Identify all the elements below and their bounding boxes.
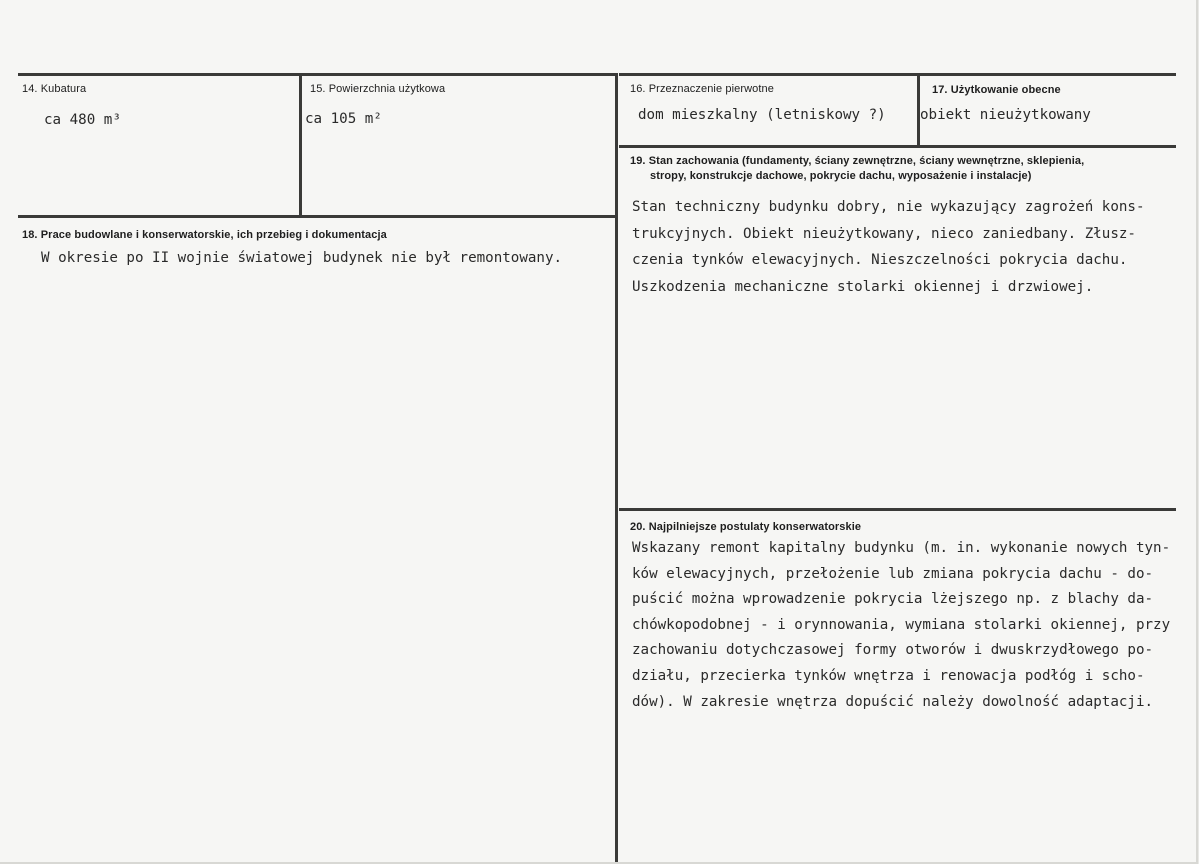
rule-18 [18, 215, 615, 218]
field-20-line: działu, przecierka tynków wnętrza i renowacja podłóg i scho- [632, 667, 1145, 684]
field-20-line: puścić można wprowadzenie pokrycia lżejszego np. z blachy da- [632, 591, 1154, 608]
top-rule-right [619, 73, 1176, 76]
field-14-label: 14. Kubatura [22, 83, 87, 95]
field-20-line: ków elewacyjnych, przełożenie lub zmiana pokrycia dachu - do- [632, 565, 1154, 582]
field-19-line: czenia tynków elewacyjnych. Nieszczelności pokrycia dachu. [632, 252, 1128, 268]
field-18-label: 18. Prace budowlane i konserwatorskie, ich przebieg i dokumentacja [22, 229, 387, 241]
field-20-line: dów). W zakresie wnętrza dopuścić należy dowolność adaptacji. [632, 693, 1154, 710]
field-17-label: 17. Użytkowanie obecne [932, 84, 1061, 96]
field-15-label: 15. Powierzchnia użytkowa [310, 83, 446, 95]
field-20-line: Wskazany remont kapitalny budynku (m. in. wykonanie nowych tyn- [632, 540, 1171, 556]
rule-19 [619, 145, 1176, 148]
field-20-label: 20. Najpilniejsze postulaty konserwatorskie [630, 521, 862, 533]
field-19-line: Stan techniczny budynku dobry, nie wykazujący zagrożeń kons- [632, 199, 1145, 215]
field-17-value: obiekt nieużytkowany [920, 107, 1091, 123]
field-14-value: ca 480 m³ [44, 112, 121, 128]
field-19-line: trukcyjnych. Obiekt nieużytkowany, nieco zaniedbany. Złusz- [632, 225, 1136, 242]
rule-20 [619, 508, 1176, 511]
field-16-value: dom mieszkalny (letniskowy ?) [638, 107, 886, 123]
divider-main [615, 73, 618, 862]
field-19-line: Uszkodzenia mechaniczne stolarki okiennej i drzwiowej. [632, 278, 1094, 295]
field-20-line: chówkopodobnej - i orynnowania, wymiana stolarki okiennej, przy [632, 616, 1171, 633]
field-15-value: ca 105 m² [305, 111, 382, 127]
field-18-value: W okresie po II wojnie światowej budynek nie był remontowany. [41, 250, 563, 266]
divider-14-15 [299, 73, 302, 218]
field-16-label: 16. Przeznaczenie pierwotne [630, 83, 774, 95]
top-rule-left [18, 73, 615, 76]
field-19-label-line-1: 19. Stan zachowania (fundamenty, ściany zewnętrzne, ściany wewnętrzne, sklepienia, [630, 155, 1085, 167]
field-20-line: zachowaniu dotychczasowej formy otworów i dwuskrzydłowego po- [632, 642, 1154, 659]
field-19-label-line-2: stropy, konstrukcje dachowe, pokrycie dachu, wyposażenie i instalacje) [650, 170, 1032, 182]
field-20-text [632, 536, 1170, 715]
field-19-text [632, 194, 1145, 300]
